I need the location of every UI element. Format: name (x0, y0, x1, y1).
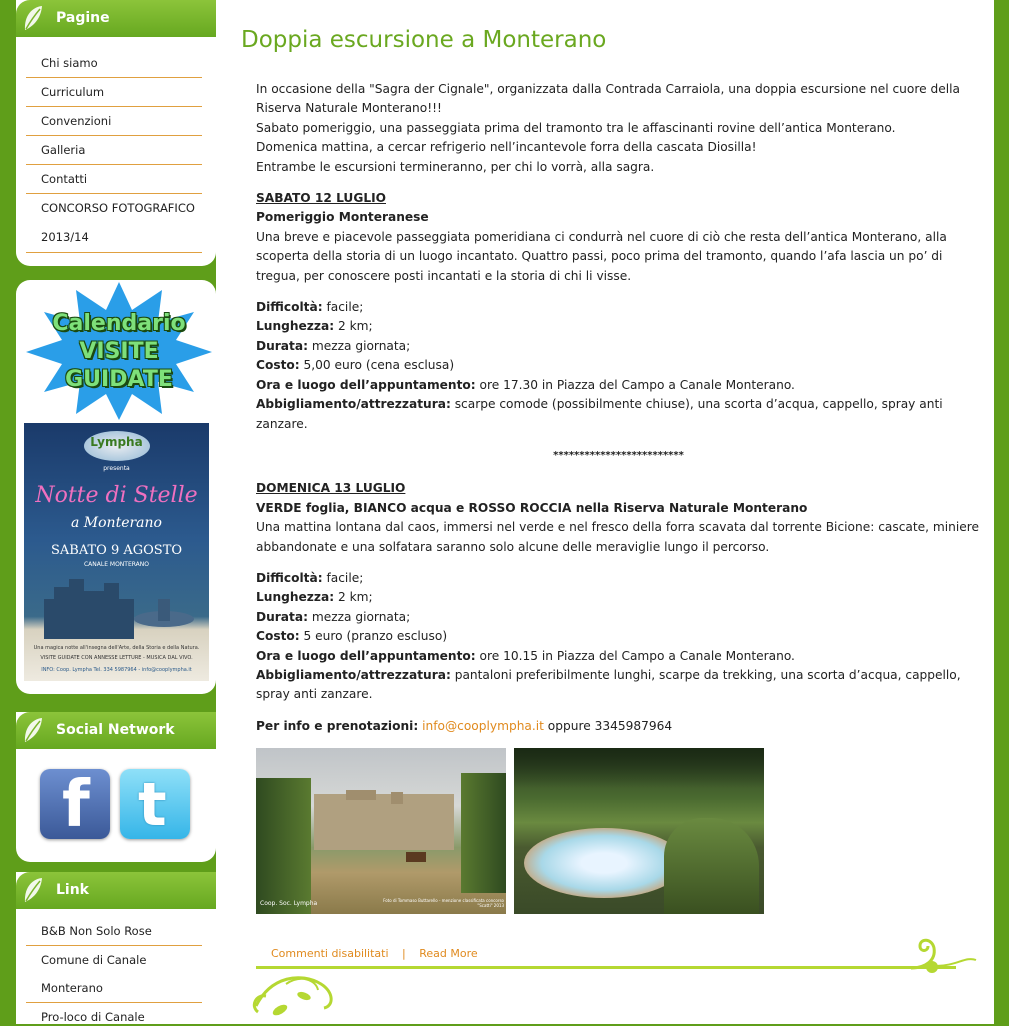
intro-line-2: Sabato pomeriggio, una passeggiata prima del tramonto tra le affascinanti rovine dell’antica Monterano. (256, 120, 896, 135)
photo-note: Foto di Tommaso Buttarello - menzione classificata concorso "Scatti" 2013 (383, 898, 504, 908)
poster-title-1: Notte di Stelle (35, 483, 198, 508)
social-title: Social Network (56, 722, 175, 738)
menu-item-curriculum[interactable]: Curriculum (26, 78, 202, 107)
leaf-icon (22, 876, 44, 904)
sunday-section (256, 479, 981, 557)
info-phone: oppure 3345987964 (543, 718, 673, 733)
calendar-line-1: Calendario (52, 311, 186, 336)
saturday-subtitle: Pomeriggio Monteranese (256, 210, 429, 225)
comments-disabled: Commenti disabilitati (271, 947, 389, 960)
post-title[interactable]: Doppia escursione a Monterano (241, 27, 607, 53)
detail-value: scarpe comode (possibilmente chiuse), una scorta d’acqua, cappello, spray anti zanzare. (256, 397, 943, 431)
menu-item-galleria[interactable]: Galleria (26, 136, 202, 165)
sidebar (16, 0, 216, 1024)
detail-label: Durata: (256, 338, 308, 353)
detail-label: Difficoltà: (256, 570, 323, 585)
swirl-ornament-icon (906, 930, 986, 980)
social-box (16, 712, 216, 862)
intro-paragraph (256, 80, 981, 177)
links-title: Link (56, 882, 89, 898)
ruins-illustration (24, 569, 209, 639)
event-poster[interactable] (24, 423, 209, 681)
poster-brand: Lympha (90, 435, 143, 449)
pages-box-header (16, 0, 216, 37)
social-box-header (16, 712, 216, 749)
menu-item-concorso[interactable]: CONCORSO FOTOGRAFICO 2013/14 (26, 194, 202, 253)
saturday-details (256, 298, 981, 434)
facebook-icon[interactable]: f (40, 769, 110, 839)
menu-item-convenzioni[interactable]: Convenzioni (26, 107, 202, 136)
info-label: Per info e prenotazioni: (256, 718, 419, 733)
poster-desc-2: VISITE GUIDATE CON ANNESSE LETTURE - MUSICA DAL VIVO. (40, 655, 193, 661)
links-box (16, 872, 216, 1024)
detail-label: Ora e luogo dell’appuntamento: (256, 377, 476, 392)
link-bnb[interactable]: B&B Non Solo Rose (26, 917, 202, 946)
detail-label: Abbigliamento/attrezzatura: (256, 667, 451, 682)
sunday-details (256, 569, 981, 705)
sunday-heading: DOMENICA 13 LUGLIO (256, 481, 406, 496)
intro-line-3: Domenica mattina, a cercar refrigerio nell’incantevole forra della cascata Diosilla! (256, 140, 757, 155)
link-proloco[interactable]: Pro-loco di Canale (41, 1010, 145, 1024)
saturday-desc: Una breve e piacevole passeggiata pomeridiana ci condurrà nel cuore di ciò che resta dell’antica Monterano, alla scoperta della storia di un luogo incantato. Quattro passi, poco prima del tramonto, quando l’afa lascia un po’ di tregua, per conoscere posti incantati e la storia di chi li visse. (256, 229, 947, 283)
info-line (256, 717, 981, 736)
detail-value: 5,00 euro (cena esclusa) (299, 358, 455, 373)
detail-value: mezza giornata; (307, 609, 411, 624)
poster-title-2: a Monterano (71, 515, 162, 531)
footer-separator: | (402, 947, 406, 960)
poster-desc-1: Una magica notte all'insegna dell'Arte, della Storia e della Natura. (33, 645, 200, 651)
separator: ************************* (553, 449, 684, 461)
main-content (216, 0, 994, 1024)
calendar-banner[interactable] (24, 282, 214, 420)
pages-title: Pagine (56, 10, 110, 26)
email-link[interactable]: info@cooplympha.it (422, 718, 544, 733)
links-menu (16, 909, 216, 1024)
detail-value: 2 km; (334, 319, 373, 334)
photo-credit: Coop. Soc. Lympha (260, 900, 318, 907)
menu-item-chi-siamo[interactable]: Chi siamo (26, 49, 202, 78)
detail-value: pantaloni preferibilmente lunghi, scarpe da trekking, una scorta d’acqua, cappello, spray anti zanzare. (256, 667, 961, 702)
sunday-desc: Una mattina lontana dal caos, immersi nel verde e nel fresco della forra scavata dal torrente Bicione: cascate, miniere abbandonate e una solfatara saranno solo alcune delle meraviglie lungo il percorso. (256, 520, 980, 554)
detail-value: facile; (322, 570, 364, 585)
detail-label: Durata: (256, 609, 308, 624)
twitter-icon[interactable]: t (120, 769, 190, 839)
post-footer (271, 947, 478, 960)
sunday-subtitle: VERDE foglia, BIANCO acqua e ROSSO ROCCIA nella Riserva Naturale Monterano (256, 500, 808, 515)
detail-label: Difficoltà: (256, 300, 323, 315)
detail-value: facile; (322, 300, 364, 315)
leaf-icon (22, 716, 44, 744)
pages-menu (16, 37, 216, 253)
pages-box (16, 0, 216, 266)
saturday-section (256, 189, 981, 286)
link-comune[interactable]: Comune di Canale Monterano (26, 946, 202, 1003)
vine-ornament-icon (246, 966, 386, 1026)
poster-presents: presenta (103, 465, 130, 472)
calendar-line-3: GUIDATE (65, 367, 173, 392)
intro-line-4: Entrambe le escursioni termineranno, per chi lo vorrà, alla sagra. (256, 159, 655, 174)
detail-label: Costo: (256, 358, 300, 373)
intro-line-1: In occasione della "Sagra der Cignale", organizzata dalla Contrada Carraiola, una doppia escursione nel cuore della Riserva Naturale Monterano!!! (256, 82, 960, 116)
leaf-icon (22, 4, 44, 32)
detail-label: Lunghezza: (256, 319, 335, 334)
saturday-heading: SABATO 12 LUGLIO (256, 191, 386, 206)
poster-place: CANALE MONTERANO (83, 561, 149, 568)
calendar-line-2: VISITE (79, 339, 159, 364)
detail-value: 2 km; (334, 590, 373, 605)
detail-value: ore 10.15 in Piazza del Campo a Canale Monterano. (475, 648, 795, 663)
waterfall-photo[interactable] (514, 748, 764, 914)
poster-date: SABATO 9 AGOSTO (50, 543, 183, 558)
detail-label: Costo: (256, 629, 300, 644)
detail-label: Ora e luogo dell’appuntamento: (256, 648, 476, 663)
links-box-header (16, 872, 216, 909)
post-body (256, 80, 981, 748)
menu-item-contatti[interactable]: Contatti (26, 165, 202, 194)
read-more-link[interactable]: Read More (419, 947, 478, 960)
ruins-photo[interactable] (256, 748, 506, 914)
poster-info: INFO: Coop. Lympha Tel. 334 5987964 - info@cooplympha.it (41, 667, 192, 673)
detail-value: mezza giornata; (307, 338, 411, 353)
detail-value: ore 17.30 in Piazza del Campo a Canale Monterano. (475, 377, 795, 392)
detail-label: Abbigliamento/attrezzatura: (256, 397, 451, 412)
banners-box (16, 280, 216, 694)
detail-label: Lunghezza: (256, 590, 335, 605)
detail-value: 5 euro (pranzo escluso) (299, 629, 448, 644)
